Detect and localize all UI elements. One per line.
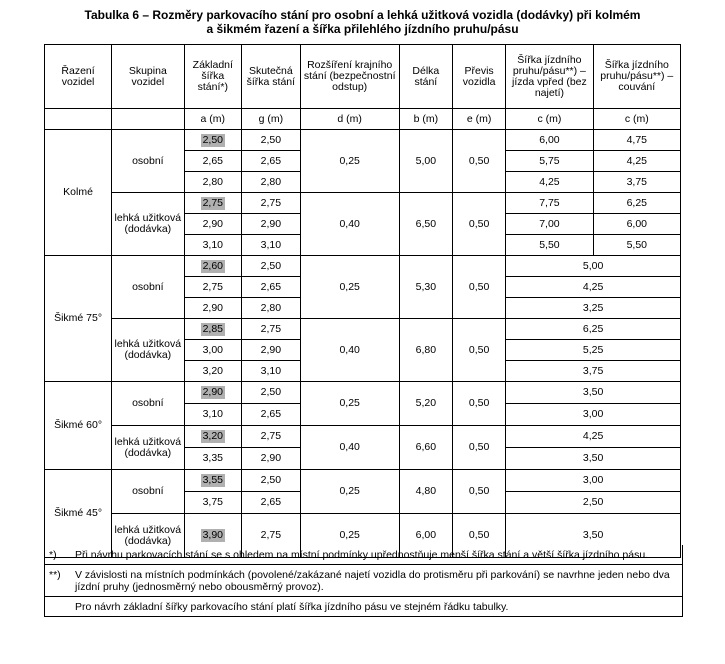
cell-c: 4,25 — [506, 277, 681, 298]
cell-d: 0,40 — [300, 426, 399, 470]
group-sikme-45: Šikmé 45° — [45, 470, 112, 558]
cell-c: 5,25 — [506, 340, 681, 361]
col-header-sirka-couvani: Šířka jízdního pruhu/pásu**) – couvání — [593, 45, 680, 109]
note-3-mark — [49, 601, 75, 613]
highlighted-width: 2,50 — [202, 133, 224, 146]
table-row — [45, 382, 681, 404]
highlighted-width: 2,90 — [202, 386, 224, 398]
subgroup-lehka: lehká užitková (dodávka) — [112, 426, 184, 470]
col-header-sirka-vpred: Šířka jízdního pruhu/pásu**) – jízda vpřed (bez najetí) — [506, 45, 593, 109]
cell-c-couvani: 3,75 — [593, 172, 680, 193]
subgroup-osobni: osobní — [112, 256, 184, 319]
cell-c-couvani: 4,75 — [593, 130, 680, 151]
cell-g: 2,90 — [242, 340, 301, 361]
cell-b: 6,50 — [399, 193, 452, 256]
cell-c: 3,50 — [506, 382, 681, 404]
table-row — [45, 426, 681, 448]
cell-g: 2,75 — [242, 193, 301, 214]
cell-b: 6,00 — [399, 514, 452, 558]
table-title-line2: a šikmém řazení a šířka přilehlého jízdního pruhu/pásu — [206, 22, 519, 36]
cell-g: 2,65 — [242, 151, 301, 172]
unit-a: a (m) — [184, 109, 242, 130]
unit-c1: c (m) — [506, 109, 593, 130]
cell-c-vpred: 7,00 — [506, 214, 593, 235]
unit-d: d (m) — [300, 109, 399, 130]
note-2-text: V závislosti na místních podmínkách (povolené/zakázané najetí vozidla do protisměru při parkování) se navrhne jeden nebo dva jízdní pruhy (jednosměrný nebo obousměrný provoz). — [75, 569, 670, 593]
cell-b: 6,60 — [399, 426, 452, 470]
cell-a: 2,65 — [184, 151, 242, 172]
col-header-skutecna: Skutečná šířka stání — [242, 45, 301, 109]
cell-g: 2,80 — [242, 298, 301, 319]
cell-c: 2,50 — [506, 492, 681, 514]
table-row — [45, 130, 681, 151]
table-row — [45, 193, 681, 214]
subgroup-lehka: lehká užitková (dodávka) — [112, 319, 184, 382]
note-2 — [45, 565, 682, 597]
cell-g: 3,10 — [242, 361, 301, 382]
cell-c: 4,25 — [506, 426, 681, 448]
cell-c-couvani: 6,00 — [593, 214, 680, 235]
col-header-delka: Délka stání — [399, 45, 452, 109]
cell-c: 3,00 — [506, 470, 681, 492]
cell-g: 2,65 — [242, 404, 301, 426]
cell-g: 2,90 — [242, 448, 301, 470]
group-sikme-75: Šikmé 75° — [45, 256, 112, 382]
cell-g: 2,65 — [242, 277, 301, 298]
cell-e: 0,50 — [452, 256, 505, 319]
cell-c: 5,00 — [506, 256, 681, 277]
cell-g: 2,50 — [242, 470, 301, 492]
table-title-line1: Tabulka 6 – Rozměry parkovacího stání pro osobní a lehká užitková vozidla (dodávky) při kolmém — [84, 8, 641, 22]
subgroup-osobni: osobní — [112, 382, 184, 426]
cell-b: 4,80 — [399, 470, 452, 514]
cell-d: 0,25 — [300, 514, 399, 558]
table-notes — [44, 545, 683, 617]
cell-a: 3,10 — [184, 404, 242, 426]
cell-c-vpred: 4,25 — [506, 172, 593, 193]
note-2-mark: **) — [49, 569, 61, 581]
cell-g: 2,75 — [242, 514, 301, 558]
cell-g: 2,50 — [242, 130, 301, 151]
subgroup-osobni: osobní — [112, 130, 184, 193]
table-row — [45, 470, 681, 492]
note-3 — [45, 597, 682, 616]
cell-g: 2,90 — [242, 214, 301, 235]
col-header-zakladni: Základní šířka stání*) — [184, 45, 242, 109]
note-1 — [45, 545, 682, 565]
cell-c: 3,00 — [506, 404, 681, 426]
cell-d: 0,40 — [300, 319, 399, 382]
cell-c-vpred: 5,75 — [506, 151, 593, 172]
cell-d: 0,40 — [300, 193, 399, 256]
unit-c2: c (m) — [593, 109, 680, 130]
unit-g: g (m) — [242, 109, 301, 130]
parking-dimensions-table — [44, 44, 681, 558]
note-1-text: Při návrhu parkovacích stání se s ohledem na místní podmínky upřednostňuje menší šířka stání a větší šířka jízdního pásu. — [75, 549, 649, 561]
highlighted-width: 3,90 — [202, 529, 224, 541]
group-kolme: Kolmé — [45, 130, 112, 256]
cell-c-vpred: 5,50 — [506, 235, 593, 256]
cell-a: 2,90 — [184, 214, 242, 235]
group-sikme-60: Šikmé 60° — [45, 382, 112, 470]
cell-g: 3,10 — [242, 235, 301, 256]
subgroup-lehka: lehká užitková (dodávka) — [112, 514, 184, 558]
cell-g: 2,75 — [242, 319, 301, 340]
cell-c: 3,25 — [506, 298, 681, 319]
cell-e: 0,50 — [452, 470, 505, 514]
cell-g: 2,75 — [242, 426, 301, 448]
cell-e: 0,50 — [452, 382, 505, 426]
cell-e: 0,50 — [452, 319, 505, 382]
col-header-razeni: Řazení vozidel — [45, 45, 112, 109]
note-1-mark: *) — [49, 549, 57, 561]
cell-b: 5,00 — [399, 130, 452, 193]
cell-b: 5,20 — [399, 382, 452, 426]
cell-a: 2,80 — [184, 172, 242, 193]
cell-d: 0,25 — [300, 470, 399, 514]
note-3-text: Pro návrh základní šířky parkovacího stání platí šířka jízdního pásu ve stejném řádku tabulky. — [75, 601, 509, 613]
cell-a: 3,75 — [184, 492, 242, 514]
unit-b: b (m) — [399, 109, 452, 130]
highlighted-width: 2,60 — [202, 259, 224, 272]
cell-e: 0,50 — [452, 193, 505, 256]
cell-c: 3,75 — [506, 361, 681, 382]
highlighted-width: 3,20 — [202, 430, 224, 442]
cell-g: 2,80 — [242, 172, 301, 193]
cell-c-couvani: 5,50 — [593, 235, 680, 256]
col-header-rozsireni: Rozšíření krajního stání (bezpečnostní odstup) — [300, 45, 399, 109]
highlighted-width: 2,75 — [202, 196, 224, 209]
cell-g: 2,50 — [242, 382, 301, 404]
table-row — [45, 256, 681, 277]
cell-b: 6,80 — [399, 319, 452, 382]
subgroup-lehka: lehká užitková (dodávka) — [112, 193, 184, 256]
cell-d: 0,25 — [300, 130, 399, 193]
header-row — [45, 45, 681, 109]
table-title — [0, 8, 725, 36]
cell-d: 0,25 — [300, 256, 399, 319]
cell-e: 0,50 — [452, 130, 505, 193]
cell-d: 0,25 — [300, 382, 399, 426]
cell-c: 3,50 — [506, 514, 681, 558]
cell-c-vpred: 7,75 — [506, 193, 593, 214]
cell-a: 2,75 — [184, 277, 242, 298]
cell-e: 0,50 — [452, 426, 505, 470]
highlighted-width: 2,85 — [202, 322, 224, 335]
cell-c: 6,25 — [506, 319, 681, 340]
cell-a: 3,20 — [184, 361, 242, 382]
col-header-previs: Převis vozidla — [452, 45, 505, 109]
col-header-skupina: Skupina vozidel — [112, 45, 184, 109]
unit-row — [45, 109, 681, 130]
cell-g: 2,65 — [242, 492, 301, 514]
cell-a: 3,00 — [184, 340, 242, 361]
cell-g: 2,50 — [242, 256, 301, 277]
cell-b: 5,30 — [399, 256, 452, 319]
cell-c-vpred: 6,00 — [506, 130, 593, 151]
cell-c: 3,50 — [506, 448, 681, 470]
cell-c-couvani: 4,25 — [593, 151, 680, 172]
subgroup-osobni: osobní — [112, 470, 184, 514]
cell-a: 3,10 — [184, 235, 242, 256]
cell-c-couvani: 6,25 — [593, 193, 680, 214]
unit-e: e (m) — [452, 109, 505, 130]
table-row — [45, 319, 681, 340]
cell-a: 2,90 — [184, 298, 242, 319]
highlighted-width: 3,55 — [202, 474, 224, 486]
cell-a: 3,35 — [184, 448, 242, 470]
cell-e: 0,50 — [452, 514, 505, 558]
